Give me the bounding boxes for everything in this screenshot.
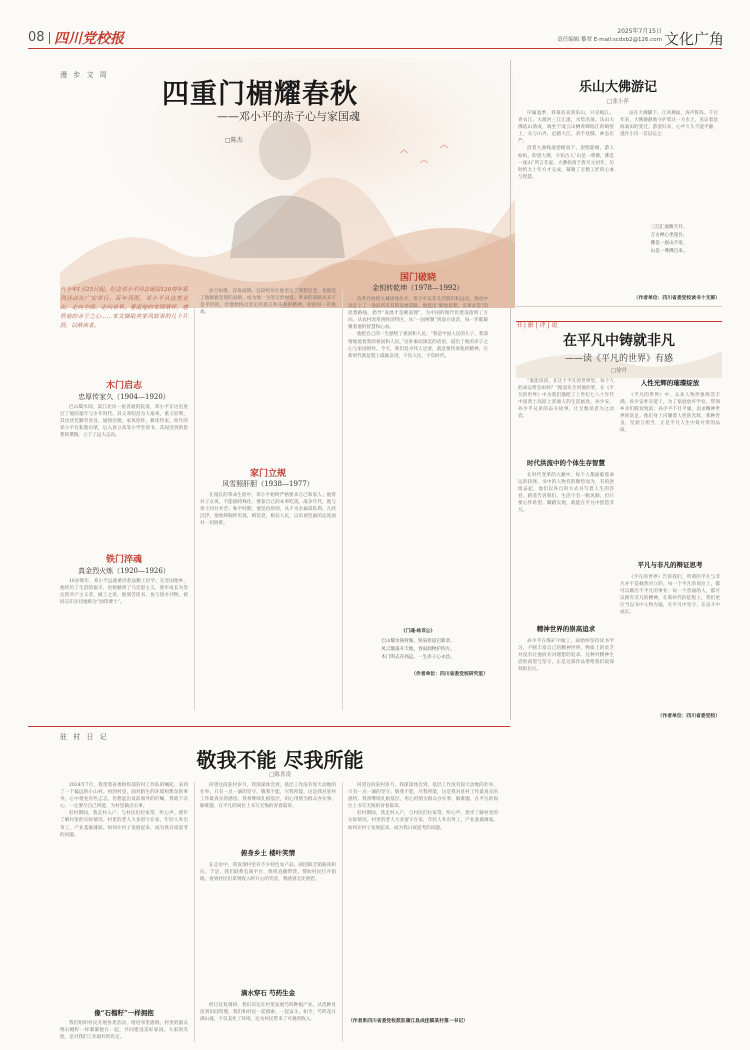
review-col-2: 《平凡的世界》中，众多人物形象鲜活丰满。孙少安朴实能干，为了家庭放弃学业，带领乡亲们脱贫致富；孙少平不甘平庸，追求精神世界的富足。他们身上闪耀着人性的光辉，那种善良、坚韧与担当，正是平凡人生中最可贵的品质。: [620, 393, 720, 434]
section-body-4: 改革开放的大幕徐徐拉开，邓小平以非凡的胆识和远见，推动中国走上了一条前所未有的发展道路。他提出“解放思想，实事求是”的思想路线，倡导“发展才是硬道理”，为中国的现代化建设指明了方向。从农村改革到经济特区，从“一国两制”到南方谈话，每一步都凝聚着他的智慧和心血。 他把自己的一生献给了祖国和人民。“我是中国人民的儿子，我深情地爱着我的祖国和人民。”这朴素而深沉的话语，道出了他的赤子之心与家国情怀。今天，我们追寻伟人足迹，就是要传承他的精神，在新时代新征程上砥砺奋进，不负人民、不负时代。: [348, 297, 488, 359]
review-heading-2: 时代洪流中的个体生存智慧: [527, 459, 605, 467]
essay-heading-3: 滴水穿石 芍药生金: [240, 989, 296, 997]
section-title-4: 国门破晓: [399, 273, 436, 283]
travel-col-1: 序属夏季，我慕名来到乐山，只见岷江、青衣江、大渡河三江汇流，水势浩荡。乐山大佛依山凿成，端坐于凌云山栖鸾峰临江的峭壁上，头与山齐，足踏大江，双手抚膝，神态庄严。 沿着九曲栈道拾级而下，崖壁陡峭，游人如织。仰望大佛，方知古人“山是一尊佛，佛是一座山”所言非虚。大佛始凿于唐开元初年，历时约九十年方才完成，凝聚了无数工匠的心血与智慧。: [518, 111, 614, 180]
section-body-1: 巴山蜀水间，渠江北岸一座普通的院落，邓小平在这里度过了他的童年与少年时代。其父邓绍昌为人豪爽，重义轻利，其母淡氏勤劳善良、通情达理。家风淳朴，耕读传家。幼年的邓小平在私塾启蒙，后入县立高等小学堂读书，其间受到新思想的熏陶，立下了远大志向。: [60, 405, 188, 439]
review-col-1c: 孙少平在煤矿中做工，却始终坚持读书学习，不断丰富自己的精神世界。物质上的贫乏并没有让他放弃对理想的追求。这种对精神生活的渴望与坚守，正是这部作品带给我们最深刻的启示。: [518, 639, 614, 673]
essay-heading-2: 俯身乡土 楼叶笑情: [240, 849, 296, 857]
section-body-2: 16岁那年，邓小平远渡重洋赴法勤工俭学。在异国他乡，他经历了生活的艰辛，也接触到了马克思主义，逐步成长为坚定的共产主义者。做工之余，他刻苦读书，参与创办刊物，被同志们亲切地称为“油印博士”。: [60, 579, 188, 606]
essay-col-3: 回望这段驻村岁月，我深深体会到，基层工作没有惊天动地的壮举，只有一点一滴的坚守。敬我不能，尽我所能，这是我对驻村工作最真实的感悟。我将继续扎根基层，用心用情为群众办实事、解难题，在平凡的岗位上书写无悔的青春篇章。 驻村期间，我走村入户，与村民们拉家常、听心声，逐步了解村里的实际情况。村里的老人大多留守在家，年轻人外出务工，产业基础薄弱。如何让村子发展起来，成为我日夜思考的问题。: [348, 783, 498, 831]
travel-signature: （作者单位：四川省委党校读书十支部）: [633, 295, 720, 301]
page-number: 08: [28, 30, 45, 45]
editor-info: 责任编辑 黎翠 E-mail:scdxb2@126.com: [557, 37, 662, 43]
essay-col-1b: 我们组织村民开展各类活动，增进邻里感情。村里的群众像石榴籽一样紧紧抱在一起，共同建设美好家园。大家的笑脸，是对我们工作最好的肯定。: [60, 1021, 188, 1041]
article-title: 四重门楣耀春秋: [162, 79, 358, 110]
review-title: 在平凡中铸就非凡: [563, 333, 675, 349]
essay-signature: （作者系四川省委党校派驻蒲江县成佳镇某村第一书记）: [348, 1018, 468, 1024]
review-heading-3: 精神世界的崇高追求: [536, 625, 596, 633]
article-subtitle: ——邓小平的赤子心与家国魂: [217, 110, 360, 123]
travel-poem: 三江汇流映天开， 万古禅心坐崖台。 佛是一座山不语， 山是一尊佛自来。: [650, 225, 688, 254]
issue-date: 2025年7月15日: [617, 28, 662, 35]
essay-col-2: 回望这段驻村岁月，我深深体会到，基层工作没有惊天动地的壮举，只有一点一滴的坚守。敬我不能，尽我所能，这是我对驻村工作最真实的感悟。我将继续扎根基层，用心用情为群众办实事、解难题，在平凡的岗位上书写无悔的青春篇章。: [200, 783, 336, 810]
essay-col-1: 2024年7月，我带着省委组织部驻村工作队的嘱托，来到了一个偏远的小山村。初到村里，面对陌生的环境和繁杂的事务，心中难免有些忐忑。但想起出发前领导的叮嘱，我暗下决心，一定要尽自己所能，为村里做点实事。 驻村期间，我走村入户，与村民们拉家常、听心声，逐步了解村里的实际情况。村里的老人大多留守在家，年轻人外出务工，产业基础薄弱。如何让村子发展起来，成为我日夜思考的问题。: [60, 783, 188, 838]
essay-author: □陈喜凌: [269, 772, 291, 778]
poem-line: 木门明志存高远，一生赤子心永昌。: [381, 655, 455, 660]
section-body-3: 在漫长的革命生涯中，邓小平始终严格要求自己和家人。他常对子女说，不能搞特殊化，要靠自己的本事吃饭。战争年代，他与将士同甘共苦；和平时期，他坚持原则，从不为亲属谋私利。几经沉浮，他始终胸怀坦荡，相信党、相信人民，以乐观坚毅的态度面对一切困难。: [200, 493, 336, 527]
review-col-1b: 在时代变革的大潮中，每个人都面临着命运的抉择。书中的人物有的顺势而为，有的逆境奋起，他们以各自的方式书写着人生的答卷。路遥告诉我们，生活不会一帆风顺，但只要心怀希望、脚踏实地，就能在平凡中创造非凡。: [518, 473, 614, 514]
section-title-1: 木门启志: [105, 381, 142, 391]
section-subtitle-1: 忠厚传家久（1904—1920）: [78, 393, 170, 401]
section-body-2b: 岁月如歌，淬炼成钢。这段经历让他坚定了理想信念，也锻造了他刚毅坚韧的品格，成为他一生的宝贵财富。革命的道路从来不是平坦的，但他始终以坚定的意志和乐观的精神，迎接每一次挑战。: [200, 289, 336, 316]
section-subtitle-3: 风雪照肝胆（1938—1977）: [222, 480, 314, 488]
essay-heading-1: 像“石榴籽”一样拥抱: [94, 1009, 154, 1017]
review-col-2b: 《平凡的世界》告诉我们，所谓的平凡与非凡并不是截然对立的。每一个平凡的岗位上，都可以做出不平凡的事业；每一个普通的人，都可以拥有非凡的精神。在新时代的征程上，我们更应当以书中人物为镜，在平凡中坚守，在奋斗中成长。: [620, 575, 720, 616]
essay-tag: 驻 村 日 记: [60, 733, 109, 741]
review-heading-1: 人性光辉的璀璨绽放: [640, 379, 700, 387]
section-title-2: 铁门淬魂: [105, 555, 142, 565]
review-signature: （作者单位：四川省委党校）: [657, 713, 720, 719]
review-heading-4: 平凡与非凡的辩证思考: [637, 561, 703, 569]
essay-title: 敬我不能 尽我所能: [196, 748, 364, 772]
travel-title: 乐山大佛游记: [578, 80, 657, 95]
review-subtitle: ——读《平凡的世界》有感: [564, 354, 673, 364]
review-author: □徐丹: [610, 368, 628, 374]
poem-line: 巴山蜀水铸骨肠，铁肩担道启新章。: [381, 639, 455, 644]
review-col-1: “谁能说清，在这个平凡的世界里，每个人的命运将会如何？”路遥先生用他的笔，在《平凡的世界》中为我们描绘了上世纪七八十年代中国黄土高原上普通人的生活画卷。孙少安、孙少平兄弟的奋斗故事，让无数读者为之动容。: [518, 379, 614, 420]
section-title-3: 家门立规: [249, 469, 286, 479]
poem-line: 风云激荡开天地，春雨润物护四方。: [381, 647, 455, 652]
travel-author: □张小萍: [607, 99, 629, 105]
section-subtitle-4: 金钥转乾坤（1978—1992）: [372, 284, 464, 292]
review-tag: 书 | 影 | 评 | 说: [516, 322, 558, 329]
travel-col-2: 站在大佛脚下，江风拂面，涛声阵阵。千百年来，大佛静静地守护着这一方水土，见证着沧海桑田的变迁。游罢归来，心中久久不能平静，遂作小诗一首以记之：: [620, 111, 718, 138]
article-signature: （作者单位：四川省委党校研究室）: [411, 671, 488, 677]
section-name: 文化广角: [664, 30, 725, 48]
page-header: [28, 26, 725, 48]
section-subtitle-2: 真金烈火炼（1920—1926）: [78, 567, 170, 575]
review-tag-bar: [516, 312, 722, 329]
poem-title: 《门魂·咏邓公》: [401, 629, 435, 634]
essay-col-2b: 在走访中，我发现村里有不少特色农产品，却因缺乏销路而积压。于是，我们联系电商平台，组织直播带货，帮助村民打开销路。看到村民们拿到收入时开心的笑容，我感到无比欣慰。: [200, 863, 336, 883]
masthead-logo: 四川党校报: [54, 31, 124, 47]
essay-col-2c: 经过反复调研，我们决定在村里发展芍药种植产业。从选种育苗到田间管理，我们和村民一起摸索、一起奋斗。如今，芍药花开满山坡，不仅美化了环境，还为村民带来了可观的收入。: [200, 1003, 336, 1023]
article-author: □陈杰: [225, 137, 243, 144]
article-lead: 自今年1月25日起，纪念邓小平同志诞辰120周年系列活动在广安举行。百年风雨，邓小平从这里走出，走向全国、走向世界。重温他的家国情怀，感悟他的赤子之心……本文撷取其家风故事的几个片段，以飨读者。: [60, 287, 188, 329]
